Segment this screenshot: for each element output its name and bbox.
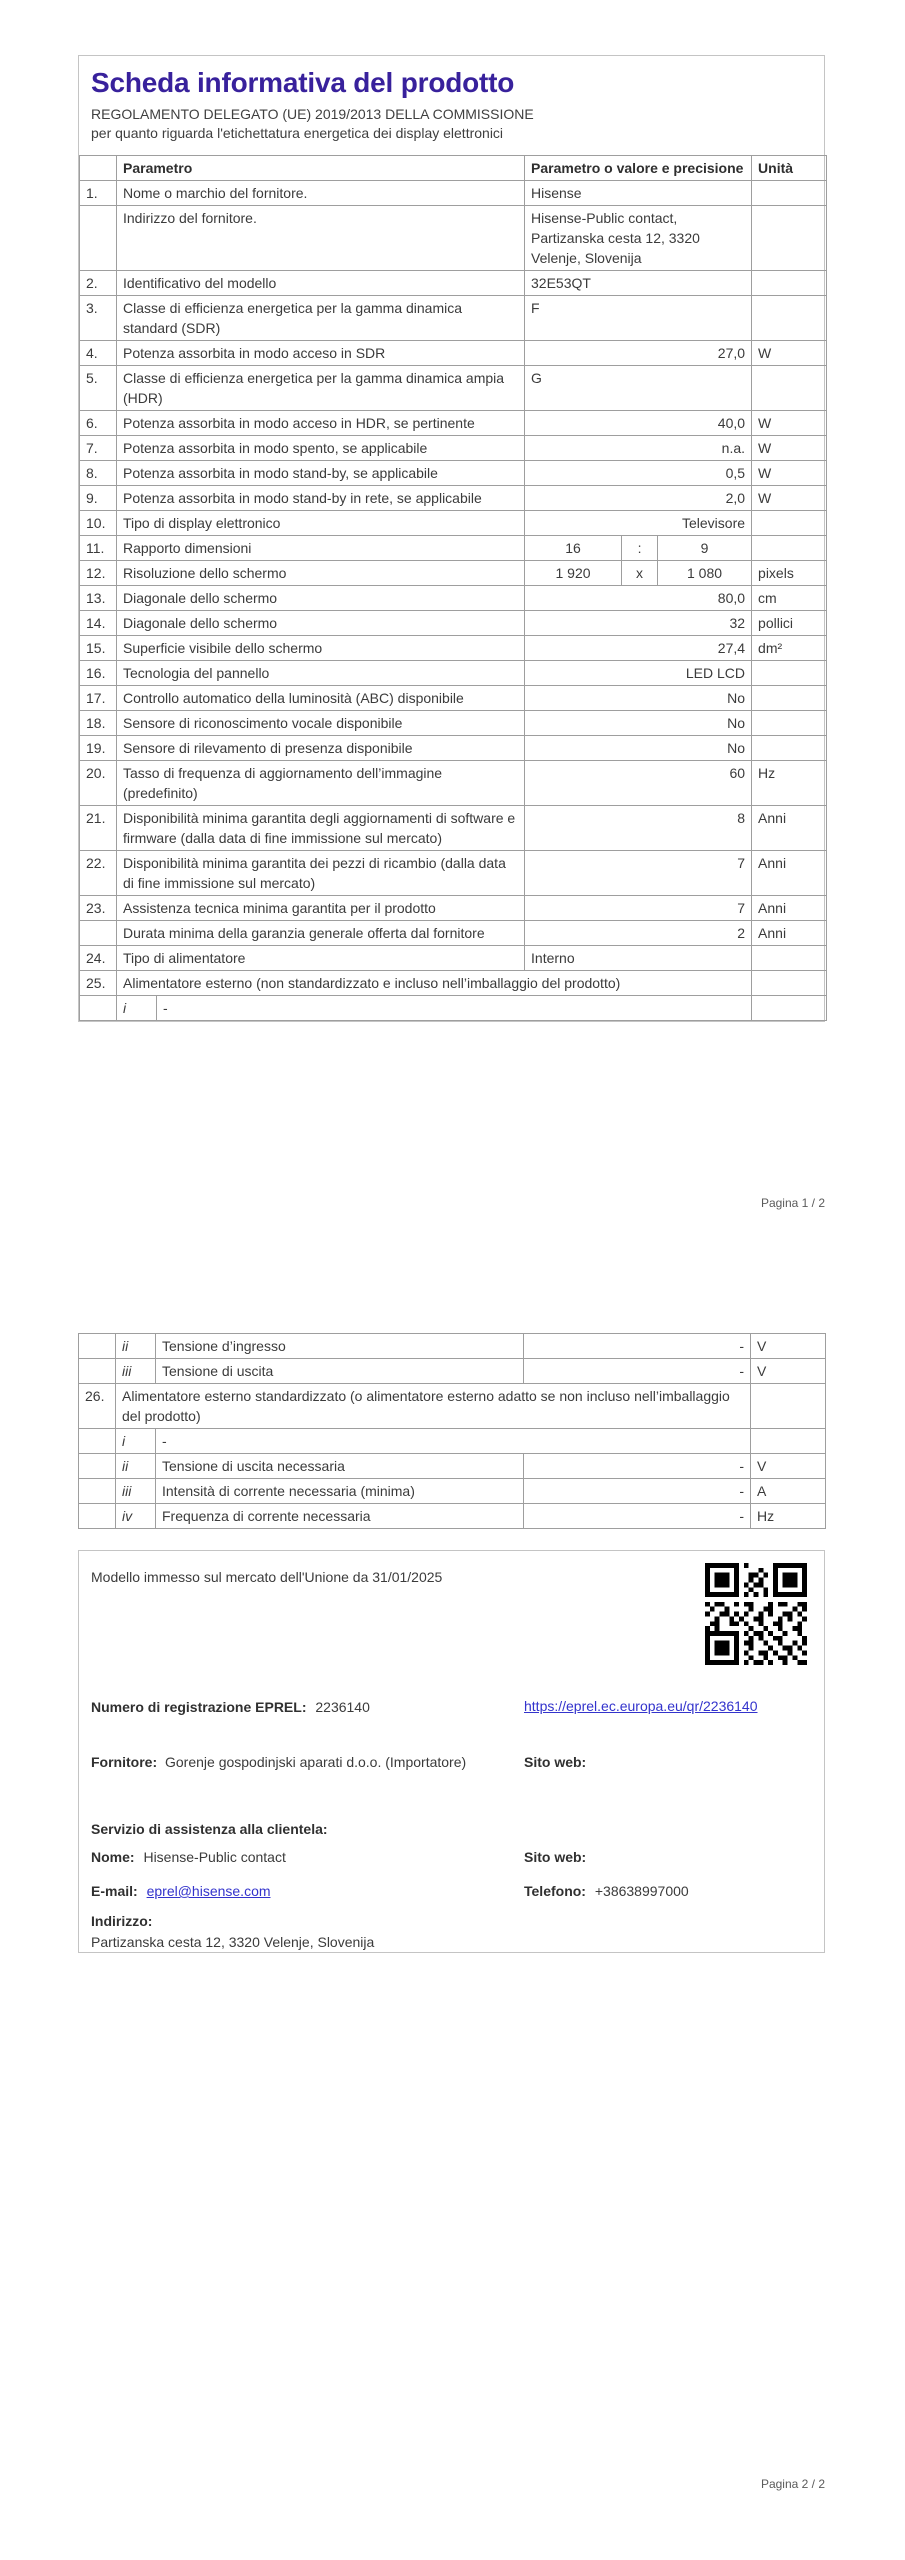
row-parameter: Indirizzo del fornitore. xyxy=(117,206,525,271)
row-unit xyxy=(752,971,827,996)
row-parameter: Sensore di riconoscimento vocale disponibile xyxy=(117,711,525,736)
row-parameter: Assistenza tecnica minima garantita per il prodotto xyxy=(117,896,525,921)
row-number: 1. xyxy=(80,181,117,206)
row-parameter: Potenza assorbita in modo spento, se applicabile xyxy=(117,436,525,461)
phone-number: +38638997000 xyxy=(594,1883,689,1899)
row-value: Televisore xyxy=(525,511,752,536)
row-number: 11. xyxy=(80,536,117,561)
table-row xyxy=(80,586,827,611)
row-number: 12. xyxy=(80,561,117,586)
table-row xyxy=(80,271,827,296)
row-number: 24. xyxy=(80,946,117,971)
row-value-separator: x xyxy=(622,561,658,586)
row-unit xyxy=(752,296,827,341)
row-unit xyxy=(752,536,827,561)
table-row xyxy=(80,561,827,586)
row-unit: Hz xyxy=(751,1504,826,1529)
contact-name: Hisense-Public contact xyxy=(143,1849,286,1865)
row-number: 18. xyxy=(80,711,117,736)
row-unit: V xyxy=(751,1359,826,1384)
row-spanning-text: Alimentatore esterno standardizzato (o alimentatore esterno adatto se non incluso nell’imballaggio del prodotto) xyxy=(116,1384,751,1429)
row-number: 6. xyxy=(80,411,117,436)
row-parameter: Tensione d’ingresso xyxy=(156,1334,524,1359)
row-number: 8. xyxy=(80,461,117,486)
row-value: - xyxy=(524,1359,751,1384)
row-unit: pollici xyxy=(752,611,827,636)
table-row xyxy=(80,971,827,996)
table-row xyxy=(80,296,827,341)
row-number xyxy=(79,1504,116,1529)
row-unit: Anni xyxy=(752,806,827,851)
row-value: 8 xyxy=(525,806,752,851)
row-parameter: Potenza assorbita in modo stand-by, se applicabile xyxy=(117,461,525,486)
row-unit: Anni xyxy=(752,896,827,921)
page1-box xyxy=(78,55,825,1022)
row-sub-letter: iii xyxy=(116,1359,156,1384)
address-label: Indirizzo: xyxy=(91,1913,153,1929)
row-parameter: Diagonale dello schermo xyxy=(117,611,525,636)
row-parameter: Superficie visibile dello schermo xyxy=(117,636,525,661)
row-number: 25. xyxy=(80,971,117,996)
supplier-row xyxy=(91,1752,511,1772)
address-text: Partizanska cesta 12, 3320 Velenje, Slovenija xyxy=(91,1934,375,1950)
row-value: 40,0 xyxy=(525,411,752,436)
row-parameter: Identificativo del modello xyxy=(117,271,525,296)
row-unit xyxy=(752,996,827,1021)
row-parameter: Controllo automatico della luminosità (ABC) disponibile xyxy=(117,686,525,711)
row-number: 10. xyxy=(80,511,117,536)
row-number: 7. xyxy=(80,436,117,461)
row-number xyxy=(79,1479,116,1504)
row-parameter: Potenza assorbita in modo stand-by in rete, se applicabile xyxy=(117,486,525,511)
email-label: E-mail: xyxy=(91,1883,138,1899)
row-unit xyxy=(751,1384,826,1429)
table-row xyxy=(80,806,827,851)
table-row xyxy=(80,206,827,271)
row-number xyxy=(79,1429,116,1454)
row-sub-letter: i xyxy=(117,996,157,1021)
table-row xyxy=(79,1429,826,1454)
row-value: - xyxy=(156,1429,751,1454)
row-spanning-text: Alimentatore esterno (non standardizzato e incluso nell’imballaggio del prodotto) xyxy=(117,971,752,996)
row-number: 14. xyxy=(80,611,117,636)
header-unit: Unità xyxy=(752,156,827,181)
row-unit: V xyxy=(751,1334,826,1359)
row-parameter: Risoluzione dello schermo xyxy=(117,561,525,586)
row-number: 19. xyxy=(80,736,117,761)
product-fiche-table xyxy=(79,155,827,1021)
row-value: Hisense xyxy=(525,181,752,206)
table-row xyxy=(80,661,827,686)
row-unit: pixels xyxy=(752,561,827,586)
table-row xyxy=(80,486,827,511)
qr-code-icon xyxy=(705,1563,807,1665)
row-parameter: Classe di efficienza energetica per la gamma dinamica standard (SDR) xyxy=(117,296,525,341)
row-sub-letter: iv xyxy=(116,1504,156,1529)
row-parameter: Disponibilità minima garantita degli aggiornamenti di software e firmware (dalla data di fine immissione sul mercato) xyxy=(117,806,525,851)
row-value: - xyxy=(524,1454,751,1479)
row-value: LED LCD xyxy=(525,661,752,686)
name-label: Nome: xyxy=(91,1849,135,1865)
table-row xyxy=(80,996,827,1021)
row-number: 3. xyxy=(80,296,117,341)
header-number-cell xyxy=(80,156,117,181)
row-value: 2 xyxy=(525,921,752,946)
customer-service-title: Servizio di assistenza alla clientela: xyxy=(91,1821,328,1837)
eprel-link[interactable]: https://eprel.ec.europa.eu/qr/2236140 xyxy=(524,1698,758,1714)
row-unit: dm² xyxy=(752,636,827,661)
row-unit: W xyxy=(752,461,827,486)
row-number: 26. xyxy=(79,1384,116,1429)
row-value: G xyxy=(525,366,752,411)
row-parameter: Disponibilità minima garantita dei pezzi di ricambio (dalla data di fine immissione sul mercato) xyxy=(117,851,525,896)
row-value: Interno xyxy=(525,946,752,971)
row-number xyxy=(79,1454,116,1479)
row-parameter: Tensione di uscita necessaria xyxy=(156,1454,524,1479)
table-row xyxy=(79,1359,826,1384)
row-unit: Anni xyxy=(752,921,827,946)
website-label-2: Sito web: xyxy=(524,1849,587,1865)
row-number: 17. xyxy=(80,686,117,711)
row-parameter: Rapporto dimensioni xyxy=(117,536,525,561)
table-row xyxy=(80,946,827,971)
row-value-a: 1 920 xyxy=(525,561,622,586)
row-value: - xyxy=(524,1334,751,1359)
table-row xyxy=(80,711,827,736)
row-parameter: Durata minima della garanzia generale offerta dal fornitore xyxy=(117,921,525,946)
row-number xyxy=(80,921,117,946)
table-row xyxy=(80,761,827,806)
row-value: 7 xyxy=(525,851,752,896)
row-parameter: Tecnologia del pannello xyxy=(117,661,525,686)
website-label: Sito web: xyxy=(524,1754,587,1770)
row-value: Hisense-Public contact, Partizanska cesta 12, 3320 Velenje, Slovenija xyxy=(525,206,752,271)
table-row xyxy=(80,511,827,536)
row-sub-letter: i xyxy=(116,1429,156,1454)
row-number: 2. xyxy=(80,271,117,296)
row-number: 15. xyxy=(80,636,117,661)
row-parameter: Classe di efficienza energetica per la gamma dinamica ampia (HDR) xyxy=(117,366,525,411)
row-parameter: Tasso di frequenza di aggiornamento dell’immagine (predefinito) xyxy=(117,761,525,806)
row-parameter: Intensità di corrente necessaria (minima) xyxy=(156,1479,524,1504)
supplier-name: Gorenje gospodinjski aparati d.o.o. (Importatore) xyxy=(165,1754,467,1770)
row-unit xyxy=(752,711,827,736)
row-unit xyxy=(752,206,827,271)
row-sub-letter: ii xyxy=(116,1454,156,1479)
table-row xyxy=(80,686,827,711)
row-number xyxy=(79,1359,116,1384)
table-row xyxy=(80,461,827,486)
row-sub-letter: iii xyxy=(116,1479,156,1504)
regulation-subtitle: REGOLAMENTO DELEGATO (UE) 2019/2013 DELLA COMMISSIONE per quanto riguarda l'etichettatura energetica dei display elettronici xyxy=(91,106,534,141)
row-value: 80,0 xyxy=(525,586,752,611)
row-number: 22. xyxy=(80,851,117,896)
eprel-info-box xyxy=(78,1550,825,1953)
table-row xyxy=(80,851,827,896)
row-unit xyxy=(752,271,827,296)
phone-row xyxy=(524,1881,689,1901)
table-row xyxy=(80,181,827,206)
table-row xyxy=(80,436,827,461)
row-unit xyxy=(752,366,827,411)
row-number: 13. xyxy=(80,586,117,611)
row-value: 60 xyxy=(525,761,752,806)
page2-table-container xyxy=(78,1333,825,1529)
page1-footer: Pagina 1 / 2 xyxy=(760,1196,825,1210)
row-unit: W xyxy=(752,436,827,461)
row-value: No xyxy=(525,711,752,736)
page-title: Scheda informativa del prodotto xyxy=(91,67,515,98)
row-number: 20. xyxy=(80,761,117,806)
table-row xyxy=(79,1479,826,1504)
market-date-text: Modello immesso sul mercato dell'Unione da 31/01/2025 xyxy=(91,1569,443,1585)
row-value: 0,5 xyxy=(525,461,752,486)
row-value: 27,4 xyxy=(525,636,752,661)
product-fiche-table-continued xyxy=(78,1333,826,1529)
row-value: - xyxy=(524,1479,751,1504)
row-unit xyxy=(752,181,827,206)
table-row xyxy=(80,921,827,946)
row-unit xyxy=(752,736,827,761)
table-row xyxy=(80,896,827,921)
table-row xyxy=(80,411,827,436)
page2-footer: Pagina 2 / 2 xyxy=(760,2477,825,2491)
row-parameter: Sensore di rilevamento di presenza disponibile xyxy=(117,736,525,761)
row-unit: cm xyxy=(752,586,827,611)
row-value: 7 xyxy=(525,896,752,921)
row-value-b: 1 080 xyxy=(658,561,752,586)
row-value: 32 xyxy=(525,611,752,636)
row-parameter: Frequenza di corrente necessaria xyxy=(156,1504,524,1529)
header-parameter: Parametro xyxy=(117,156,525,181)
header-value: Parametro o valore e precisione xyxy=(525,156,752,181)
table-header-row xyxy=(80,156,827,181)
table-row xyxy=(79,1384,826,1429)
row-number xyxy=(79,1334,116,1359)
row-parameter: Tipo di alimentatore xyxy=(117,946,525,971)
table-row xyxy=(79,1334,826,1359)
row-unit xyxy=(751,1429,826,1454)
phone-label: Telefono: xyxy=(524,1883,586,1899)
contact-name-row xyxy=(91,1847,286,1867)
row-number xyxy=(80,996,117,1021)
email-row xyxy=(91,1881,271,1901)
table-row xyxy=(79,1504,826,1529)
row-unit xyxy=(752,946,827,971)
row-number: 23. xyxy=(80,896,117,921)
eprel-label: Numero di registrazione EPREL: xyxy=(91,1699,307,1715)
row-unit: A xyxy=(751,1479,826,1504)
row-value: F xyxy=(525,296,752,341)
row-number xyxy=(80,206,117,271)
row-parameter: Tipo di display elettronico xyxy=(117,511,525,536)
row-value: - xyxy=(157,996,752,1021)
email-link[interactable]: eprel@hisense.com xyxy=(146,1883,271,1899)
row-number: 5. xyxy=(80,366,117,411)
row-unit xyxy=(752,686,827,711)
row-number: 9. xyxy=(80,486,117,511)
row-unit xyxy=(752,661,827,686)
eprel-registration-row xyxy=(91,1697,370,1717)
page1-header xyxy=(79,56,824,155)
row-value: 32E53QT xyxy=(525,271,752,296)
row-unit: Anni xyxy=(752,851,827,896)
row-value: n.a. xyxy=(525,436,752,461)
row-number: 16. xyxy=(80,661,117,686)
row-value: 27,0 xyxy=(525,341,752,366)
row-value: - xyxy=(524,1504,751,1529)
table-row xyxy=(80,536,827,561)
row-unit: V xyxy=(751,1454,826,1479)
row-value: No xyxy=(525,736,752,761)
eprel-number: 2236140 xyxy=(315,1699,370,1715)
row-value-separator: : xyxy=(622,536,658,561)
row-value: No xyxy=(525,686,752,711)
table-row xyxy=(80,636,827,661)
row-unit: W xyxy=(752,411,827,436)
supplier-label: Fornitore: xyxy=(91,1754,158,1770)
row-parameter: Diagonale dello schermo xyxy=(117,586,525,611)
table-row xyxy=(80,366,827,411)
table-row xyxy=(80,736,827,761)
table-row xyxy=(80,341,827,366)
row-value: 2,0 xyxy=(525,486,752,511)
row-value-a: 16 xyxy=(525,536,622,561)
table-row xyxy=(80,611,827,636)
row-unit: W xyxy=(752,486,827,511)
row-unit: Hz xyxy=(752,761,827,806)
row-unit xyxy=(752,511,827,536)
row-number: 4. xyxy=(80,341,117,366)
row-value-b: 9 xyxy=(658,536,752,561)
table-row xyxy=(79,1454,826,1479)
row-number: 21. xyxy=(80,806,117,851)
row-unit: W xyxy=(752,341,827,366)
row-parameter: Potenza assorbita in modo acceso in SDR xyxy=(117,341,525,366)
row-parameter: Potenza assorbita in modo acceso in HDR, se pertinente xyxy=(117,411,525,436)
row-sub-letter: ii xyxy=(116,1334,156,1359)
row-parameter: Tensione di uscita xyxy=(156,1359,524,1384)
row-parameter: Nome o marchio del fornitore. xyxy=(117,181,525,206)
